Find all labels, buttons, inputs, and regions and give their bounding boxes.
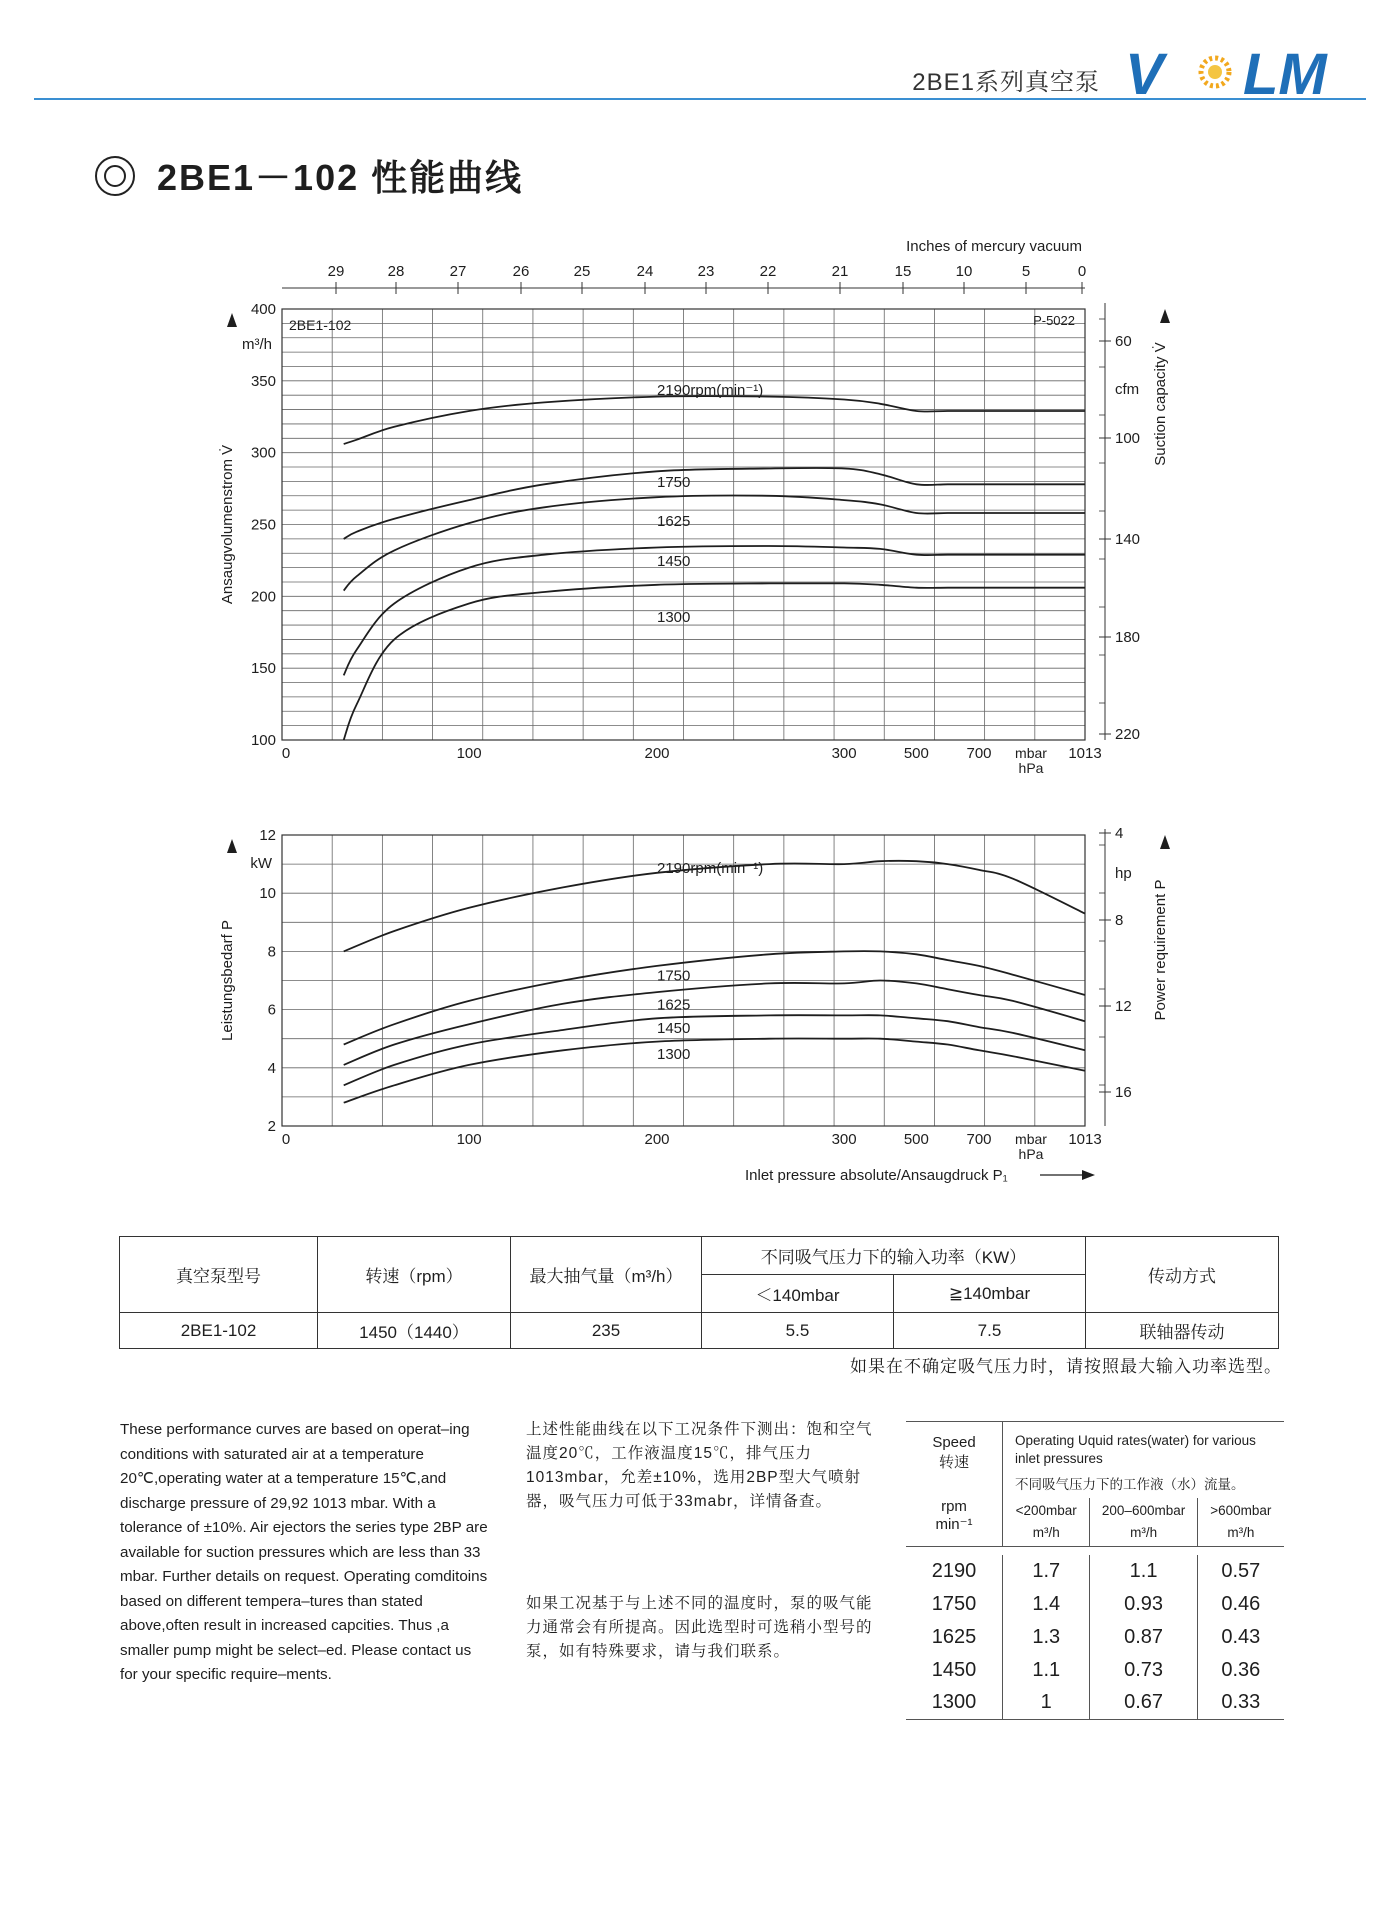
col-power-high: ≧140mbar xyxy=(894,1275,1086,1313)
right-tick-label: 4 xyxy=(1115,825,1124,842)
cell-speed: 1450（1440） xyxy=(318,1313,511,1349)
water-low: 1 xyxy=(1003,1687,1090,1720)
y-tick-label: 12 xyxy=(259,827,276,844)
top-tick-label: 29 xyxy=(327,263,345,280)
chinese-notes-2: 如果工况基于与上述不同的温度时，泵的吸气能力通常会有所提高。因此选型时可选稍小型号的泵，如有特殊要求，请与我们联系。 xyxy=(526,1595,873,1660)
water-heading: Operating Uquid rates(water) for various inlet pressures xyxy=(1015,1433,1256,1466)
chart-code: P-5022 xyxy=(1033,313,1075,328)
water-high: 0.46 xyxy=(1221,1592,1261,1615)
y-tick-label: 300 xyxy=(250,444,276,462)
unit-mid: m³/h xyxy=(1130,1524,1158,1540)
water-speed: 1750 xyxy=(906,1588,1003,1621)
top-tick-label: 21 xyxy=(831,263,849,280)
speed-label-cn: 转速 xyxy=(938,1454,969,1471)
col-low: <200mbar xyxy=(1015,1502,1077,1518)
series-label: 1625 xyxy=(657,512,691,530)
y-tick-label: 400 xyxy=(250,301,276,318)
y-tick-label: 250 xyxy=(250,516,276,534)
top-tick-label: 26 xyxy=(512,263,530,280)
table-row xyxy=(906,1555,1284,1588)
col-power: 不同吸气压力下的输入功率（KW） xyxy=(702,1237,1086,1275)
right-tick-label: 180 xyxy=(1115,629,1141,646)
y-unit-label: kW xyxy=(250,855,272,872)
x-tick-label: 300 xyxy=(831,745,857,762)
x-tick-label: 1013 xyxy=(1068,1131,1102,1148)
right-unit-label: hp xyxy=(1115,865,1132,882)
col-model: 真空泵型号 xyxy=(120,1237,318,1313)
y-tick-label: 100 xyxy=(250,732,276,749)
x-tick-label: 200 xyxy=(644,745,670,762)
speed-label: Speed xyxy=(932,1434,976,1451)
rpm-label: rpm xyxy=(941,1498,967,1515)
y-tick-label: 6 xyxy=(267,1001,276,1019)
sun-icon xyxy=(1201,58,1229,86)
table-row xyxy=(906,1687,1284,1720)
water-mid: 1.1 xyxy=(1090,1555,1197,1588)
right-tick-label: 12 xyxy=(1115,998,1132,1015)
y-tick-label: 4 xyxy=(267,1059,276,1077)
water-speed: 2190 xyxy=(906,1555,1003,1588)
water-low: 1.7 xyxy=(1003,1555,1090,1588)
right-tick-label: 8 xyxy=(1115,912,1124,929)
top-tick-label: 23 xyxy=(697,263,715,280)
series-line xyxy=(344,583,1085,740)
title-row xyxy=(95,150,523,201)
top-axis-title: Inches of mercury vacuum xyxy=(906,238,1082,255)
col-high: >600mbar xyxy=(1210,1502,1272,1518)
right-axis-label: Power requirement P xyxy=(1152,879,1169,1021)
top-tick-label: 15 xyxy=(894,263,912,280)
right-tick-label: 60 xyxy=(1115,333,1132,350)
series-label: 1750 xyxy=(657,474,691,492)
x-tick-label: 1013 xyxy=(1068,745,1102,762)
water-low: 1.4 xyxy=(1003,1588,1090,1621)
x-axis-label: Inlet pressure absolute/Ansaugdruck P₁ xyxy=(745,1167,1008,1184)
col-drive: 传动方式 xyxy=(1086,1237,1279,1313)
series-label: 1300 xyxy=(657,1046,691,1064)
right-tick-label: 16 xyxy=(1115,1084,1132,1101)
water-low: 1.1 xyxy=(1003,1654,1090,1687)
y-tick-label: 2 xyxy=(267,1118,276,1135)
y-tick-label: 200 xyxy=(250,588,276,606)
series-label: 1625 xyxy=(657,996,691,1014)
x-tick-label: 700 xyxy=(966,1131,992,1148)
right-tick-label: 220 xyxy=(1115,726,1141,743)
unit-low: m³/h xyxy=(1032,1524,1060,1540)
y-tick-label: 10 xyxy=(259,885,276,903)
top-tick-label: 28 xyxy=(387,263,405,280)
y-tick-label: 150 xyxy=(250,660,276,678)
x-tick-label: 0 xyxy=(281,1131,291,1148)
unit-high: m³/h xyxy=(1227,1524,1255,1540)
table-row xyxy=(906,1588,1284,1621)
water-mid: 0.67 xyxy=(1090,1687,1197,1720)
arrow-up-icon xyxy=(227,839,237,853)
arrow-right-icon xyxy=(1082,1170,1095,1180)
y-axis-label: Ansaugvolumenstrom V̇ xyxy=(219,444,236,605)
top-tick-label: 22 xyxy=(759,263,777,280)
model-label: 2BE1-102 xyxy=(289,317,352,333)
x-tick-label: 200 xyxy=(644,1131,670,1148)
spec-note: 如果在不确定吸气压力时，请按照最大输入功率选型。 xyxy=(850,1357,1282,1376)
x-tick-label: 700 xyxy=(966,745,992,762)
water-speed: 1300 xyxy=(906,1687,1003,1720)
x-tick-label: 100 xyxy=(456,745,482,762)
arrow-up-icon xyxy=(227,313,237,327)
x-tick-label: 500 xyxy=(903,745,929,762)
suction-capacity-chart xyxy=(0,200,1400,800)
col-mid: 200–600mbar xyxy=(1101,1502,1186,1518)
col-power-low: ＜140mbar xyxy=(702,1275,894,1313)
water-mid: 0.93 xyxy=(1090,1588,1197,1621)
series-label: 2190rpm(min⁻¹) xyxy=(657,382,764,400)
arrow-up-icon xyxy=(1160,309,1170,323)
x-tick-label: 100 xyxy=(456,1131,482,1148)
svg-text:V: V xyxy=(1125,42,1164,102)
spec-table xyxy=(119,1236,1279,1349)
top-tick-label: 10 xyxy=(955,263,973,280)
y-unit-label: m³/h xyxy=(242,336,272,353)
series-line xyxy=(344,468,1085,539)
page-title: 2BE1－102 性能曲线 xyxy=(157,157,524,198)
table-row xyxy=(120,1313,1279,1349)
water-heading-cn: 不同吸气压力下的工作液（水）流量。 xyxy=(1015,1477,1245,1492)
cell-power-low: 5.5 xyxy=(702,1313,894,1349)
arrow-up-icon xyxy=(1160,835,1170,849)
chinese-notes-1: 上述性能曲线在以下工况条件下测出：饱和空气温度20℃，工作液温度15℃，排气压力1013mbar，允差±10%，选用2BP型大气喷射器，吸气压力可低于33mabr，详情备查。 xyxy=(526,1421,873,1510)
min-label: min⁻¹ xyxy=(935,1516,973,1533)
series-label: 2190rpm(min⁻¹) xyxy=(657,859,764,877)
x-tick-label: 300 xyxy=(831,1131,857,1148)
water-rate-table xyxy=(906,1421,1284,1720)
english-notes: These performance curves are based on operat–ing conditions with saturated air at a temperature 20℃,operating water at a temperature 15℃,and discharge pressure of 29,92 1013 mbar. With a tolerance of ±10%. Air ejectors the series type 2BP are available for suction pressures which are less than 33 mbar. Further details on request. Operating comditoins based on different tempera–tures than stated above,often result in increased capcities. Thus ,a smaller pump might be select–ed. Please contact us for your specific require–ments. xyxy=(120,1421,488,1683)
x-unit2-label: hPa xyxy=(1018,760,1044,776)
series-label: 1750 xyxy=(657,967,691,985)
y-tick-label: 8 xyxy=(267,943,276,961)
cell-model: 2BE1-102 xyxy=(120,1313,318,1349)
cell-power-high: 7.5 xyxy=(894,1313,1086,1349)
top-tick-label: 25 xyxy=(573,263,591,280)
x-unit2-label: hPa xyxy=(1018,1146,1044,1162)
series-label: 1450 xyxy=(657,1019,691,1037)
water-high: 0.43 xyxy=(1221,1625,1261,1648)
col-max-flow: 最大抽气量（m³/h） xyxy=(511,1237,702,1313)
water-mid: 0.73 xyxy=(1090,1654,1197,1687)
cell-drive: 联轴器传动 xyxy=(1086,1313,1279,1349)
water-high: 0.57 xyxy=(1221,1559,1261,1582)
series-label: 1450 xyxy=(657,553,691,571)
svg-text:LM: LM xyxy=(1243,42,1327,102)
right-axis-label: Suction capacity V̇ xyxy=(1152,342,1169,466)
header-series: 2BE1系列真空泵 xyxy=(912,69,1100,96)
water-high: 0.33 xyxy=(1221,1691,1261,1714)
water-speed: 1450 xyxy=(906,1654,1003,1687)
x-unit-label: mbar xyxy=(1015,745,1047,761)
col-speed: 转速（rpm） xyxy=(318,1237,511,1313)
top-tick-label: 27 xyxy=(449,263,467,280)
volm-logo xyxy=(1125,42,1340,102)
power-requirement-chart xyxy=(0,800,1400,1200)
series-line xyxy=(344,951,1085,1044)
series-line xyxy=(344,981,1085,1065)
double-circle-icon xyxy=(95,156,135,196)
series-line xyxy=(344,396,1085,444)
water-mid: 0.87 xyxy=(1090,1621,1197,1654)
y-axis-label: Leistungsbedarf P xyxy=(219,920,236,1041)
y-tick-label: 350 xyxy=(250,372,276,390)
top-tick-label: 24 xyxy=(636,263,654,280)
right-tick-label: 100 xyxy=(1115,430,1141,447)
water-low: 1.3 xyxy=(1003,1621,1090,1654)
top-tick-label: 5 xyxy=(1021,263,1031,280)
right-tick-label: 140 xyxy=(1115,531,1141,548)
cell-max-flow: 235 xyxy=(511,1313,702,1349)
series-label: 1300 xyxy=(657,609,691,627)
water-high: 0.36 xyxy=(1221,1658,1261,1681)
right-unit-label: cfm xyxy=(1115,381,1140,398)
table-row xyxy=(906,1621,1284,1654)
x-tick-label: 0 xyxy=(281,745,291,762)
table-row xyxy=(906,1654,1284,1687)
x-tick-label: 500 xyxy=(903,1131,929,1148)
header-rule xyxy=(34,98,1366,100)
top-tick-label: 0 xyxy=(1077,263,1087,280)
water-speed: 1625 xyxy=(906,1621,1003,1654)
x-unit-label: mbar xyxy=(1015,1131,1047,1147)
